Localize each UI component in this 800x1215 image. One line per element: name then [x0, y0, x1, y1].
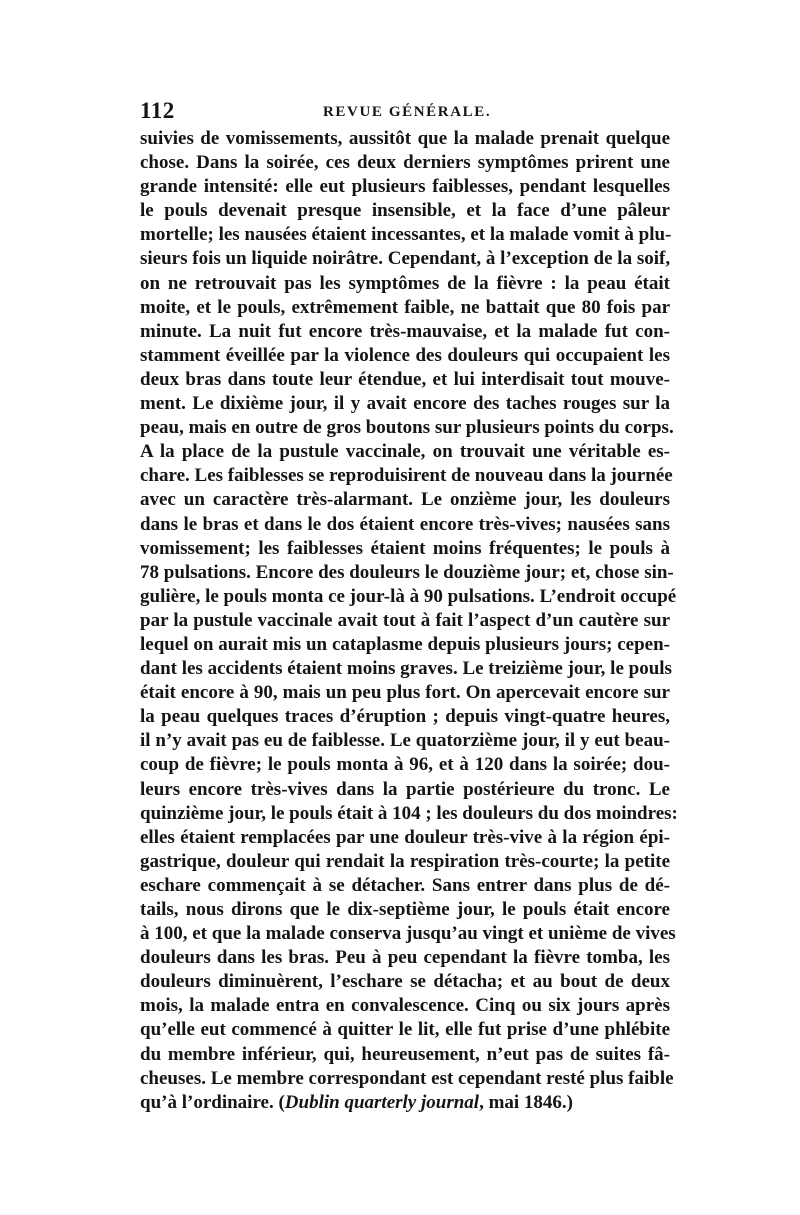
body-paragraph	[140, 127, 678, 1115]
text-line: chose. Dans la soirée, ces deux derniers symptômes prirent une	[140, 152, 670, 174]
closing-line-with-citation	[140, 1091, 670, 1115]
citation-source: Dublin quarterly journal	[284, 1091, 480, 1113]
text-line: sieurs fois un liquide noirâtre. Cependant, à l’exception de la soif,	[140, 248, 671, 270]
text-line: stamment éveillée par la violence des douleurs qui occupaient les	[140, 344, 670, 366]
text-line: mois, la malade entra en convalescence. Cinq ou six jours après	[140, 995, 670, 1017]
text-line: moite, et le pouls, extrêmement faible, ne battait que 80 fois par	[140, 296, 670, 318]
text-line: chare. Les faiblesses se reproduisirent de nouveau dans la journée	[140, 465, 673, 487]
text-line: gastrique, douleur qui rendait la respiration très-courte; la petite	[140, 850, 670, 872]
page-header	[140, 98, 670, 128]
text-line: tails, nous dirons que le dix-septième jour, le pouls était encore	[140, 899, 670, 920]
text-line: douleurs diminuèrent, l’eschare se détacha; et au bout de deux	[140, 971, 670, 993]
text-line: grande intensité: elle eut plusieurs faiblesses, pendant lesquelles	[140, 176, 670, 198]
text-line: dant les accidents étaient moins graves. Le treizième jour, le pouls	[140, 658, 672, 680]
text-line: suivies de vomissements, aussitôt que la malade prenait quelque	[140, 128, 670, 149]
text-line: quinzième jour, le pouls était à 104 ; les douleurs du dos moindres:	[140, 802, 678, 824]
text-line: cheuses. Le membre correspondant est cependant resté plus faible	[140, 1067, 674, 1089]
text-line: ment. Le dixième jour, il y avait encore des taches rouges sur la	[140, 393, 670, 415]
text-line: peau, mais en outre de gros boutons sur plusieurs points du corps.	[140, 417, 674, 439]
text-line: lequel on aurait mis un cataplasme depuis plusieurs jours; cepen-	[140, 633, 670, 655]
text-line: A la place de la pustule vaccinale, on trouvait une véritable es-	[140, 441, 670, 463]
citation-date: , mai 1846.)	[479, 1091, 574, 1113]
running-title: REVUE GÉNÉRALE.	[323, 104, 492, 120]
text-line: on ne retrouvait pas les symptômes de la fièvre : la peau était	[140, 272, 670, 294]
page-number: 112	[140, 98, 175, 123]
text-line: deux bras dans toute leur étendue, et lui interdisait tout mouve-	[140, 368, 670, 390]
text-line: coup de fièvre; le pouls monta à 96, et à 120 dans la soirée; dou-	[140, 754, 670, 776]
text-line: il n’y avait pas eu de faiblesse. Le quatorzième jour, il y eut beau-	[140, 730, 670, 752]
text-line: elles étaient remplacées par une douleur très-vive à la région épi-	[140, 826, 670, 848]
text-line: eschare commençait à se détacher. Sans entrer dans plus de dé-	[140, 874, 670, 896]
text-line: douleurs dans les bras. Peu à peu cependant la fièvre tomba, les	[140, 947, 670, 969]
text-line: avec un caractère très-alarmant. Le onzième jour, les douleurs	[140, 489, 670, 511]
text-line: 78 pulsations. Encore des douleurs le douzième jour; et, chose sin-	[140, 561, 674, 583]
closing-text: qu’à l’ordinaire. (	[140, 1091, 285, 1113]
text-line: le pouls devenait presque insensible, et la face d’une pâleur	[140, 200, 670, 222]
text-line: minute. La nuit fut encore très-mauvaise, et la malade fut con-	[140, 320, 670, 342]
text-line: du membre inférieur, qui, heureusement, n’eut pas de suites fâ-	[140, 1043, 670, 1065]
text-line: qu’elle eut commencé à quitter le lit, elle fut prise d’une phlébite	[140, 1019, 670, 1041]
text-line: leurs encore très-vives dans la partie postérieure du tronc. Le	[140, 778, 670, 800]
text-line: dans le bras et dans le dos étaient encore très-vives; nausées sans	[140, 513, 670, 535]
text-line: était encore à 90, mais un peu plus fort. On apercevait encore sur	[140, 682, 670, 704]
text-line: par la pustule vaccinale avait tout à fait l’aspect d’un cautère sur	[140, 609, 670, 631]
text-line: à 100, et que la malade conserva jusqu’au vingt et unième de vives	[140, 923, 676, 945]
text-line: gulière, le pouls monta ce jour-là à 90 pulsations. L’endroit occupé	[140, 585, 677, 607]
text-line: mortelle; les nausées étaient incessantes, et la malade vomit à plu-	[140, 224, 672, 246]
text-line: la peau quelques traces d’éruption ; depuis vingt-quatre heures,	[140, 706, 670, 728]
text-line: vomissement; les faiblesses étaient moins fréquentes; le pouls à	[140, 537, 670, 559]
